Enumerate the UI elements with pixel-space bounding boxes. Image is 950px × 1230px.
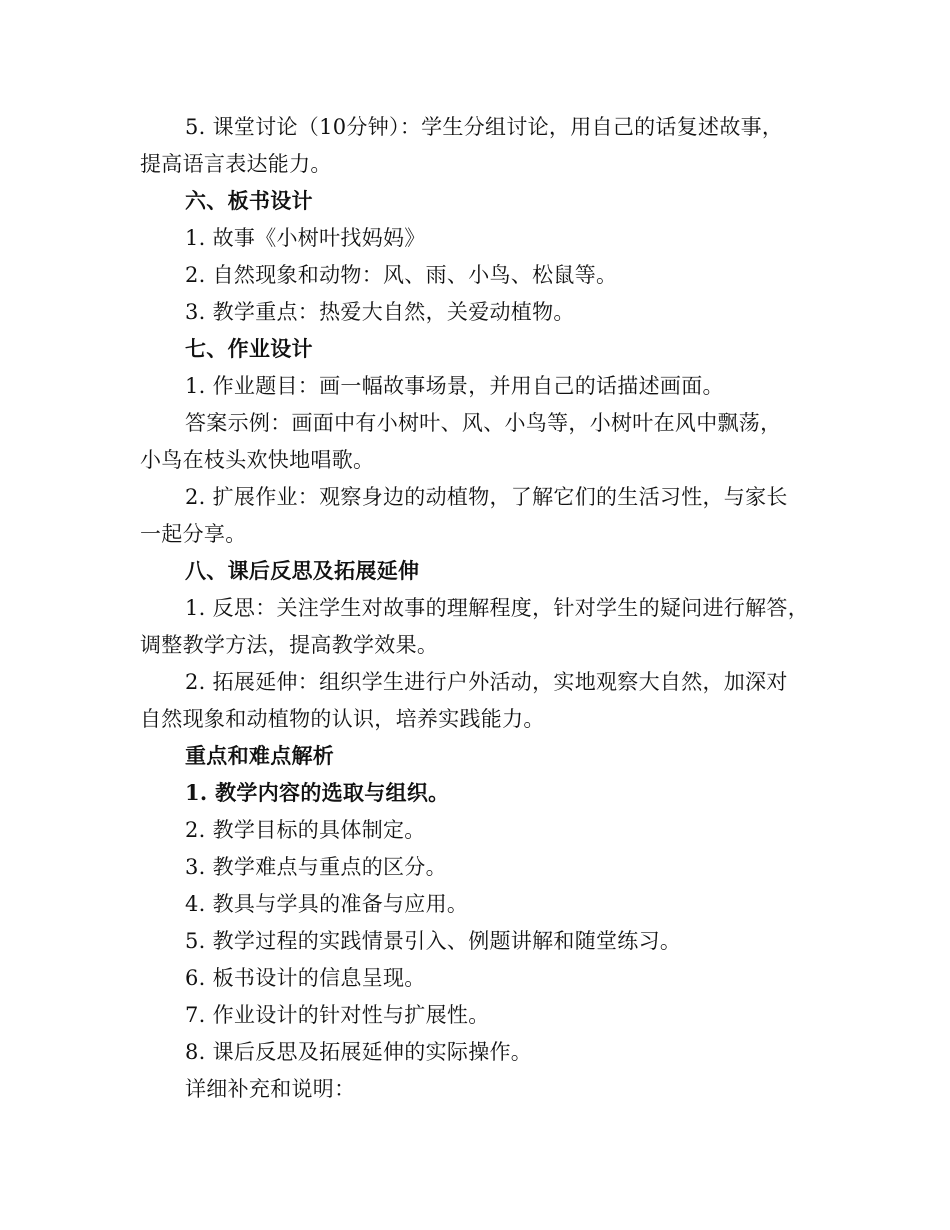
section-heading-board-design: 六、板书设计 <box>185 188 313 213</box>
paragraph-discussion-line-2: 提高语言表达能力。 <box>140 152 332 176</box>
paragraph-discussion-line-1: 5. 课堂讨论（10分钟）：学生分组讨论，用自己的话复述故事， <box>185 115 784 139</box>
homework-item-1: 1. 作业题目：画一幅故事场景，并用自己的话描述画面。 <box>185 374 724 398</box>
key-point-4: 4. 教具与学具的准备与应用。 <box>185 892 469 916</box>
reflection-item-2-line-1: 2. 拓展延伸：组织学生进行户外活动，实地观察大自然，加深对 <box>185 670 788 694</box>
reflection-item-1-line-1: 1. 反思：关注学生对故事的理解程度，针对学生的疑问进行解答， <box>185 596 810 620</box>
homework-item-2-line-2: 一起分享。 <box>140 522 247 546</box>
board-item-3: 3. 教学重点：热爱大自然，关爱动植物。 <box>185 300 575 324</box>
key-point-2: 2. 教学目标的具体制定。 <box>185 818 426 842</box>
supplement-heading: 详细补充和说明： <box>185 1077 356 1101</box>
key-point-6: 6. 板书设计的信息呈现。 <box>185 966 426 990</box>
board-item-1: 1. 故事《小树叶找妈妈》 <box>185 226 426 250</box>
reflection-item-1-line-2: 调整教学方法，提高教学效果。 <box>140 633 439 657</box>
homework-item-2-line-1: 2. 扩展作业：观察身边的动植物，了解它们的生活习性，与家长 <box>185 485 788 509</box>
reflection-item-2-line-2: 自然现象和动植物的认识，培养实践能力。 <box>140 707 545 731</box>
key-point-5: 5. 教学过程的实践情景引入、例题讲解和随堂练习。 <box>185 929 682 953</box>
homework-answer-line-1: 答案示例：画面中有小树叶、风、小鸟等，小树叶在风中飘荡， <box>185 411 782 435</box>
key-point-1: 1. 教学内容的选取与组织。 <box>185 780 450 805</box>
board-item-2: 2. 自然现象和动物：风、雨、小鸟、松鼠等。 <box>185 263 618 287</box>
key-point-8: 8. 课后反思及拓展延伸的实际操作。 <box>185 1040 533 1064</box>
section-heading-key-points: 重点和难点解析 <box>185 743 335 768</box>
section-heading-reflection: 八、课后反思及拓展延伸 <box>185 558 420 583</box>
key-point-3: 3. 教学难点与重点的区分。 <box>185 855 447 879</box>
key-point-7: 7. 作业设计的针对性与扩展性。 <box>185 1003 490 1027</box>
homework-answer-line-2: 小鸟在枝头欢快地唱歌。 <box>140 448 375 472</box>
section-heading-homework: 七、作业设计 <box>185 336 313 361</box>
